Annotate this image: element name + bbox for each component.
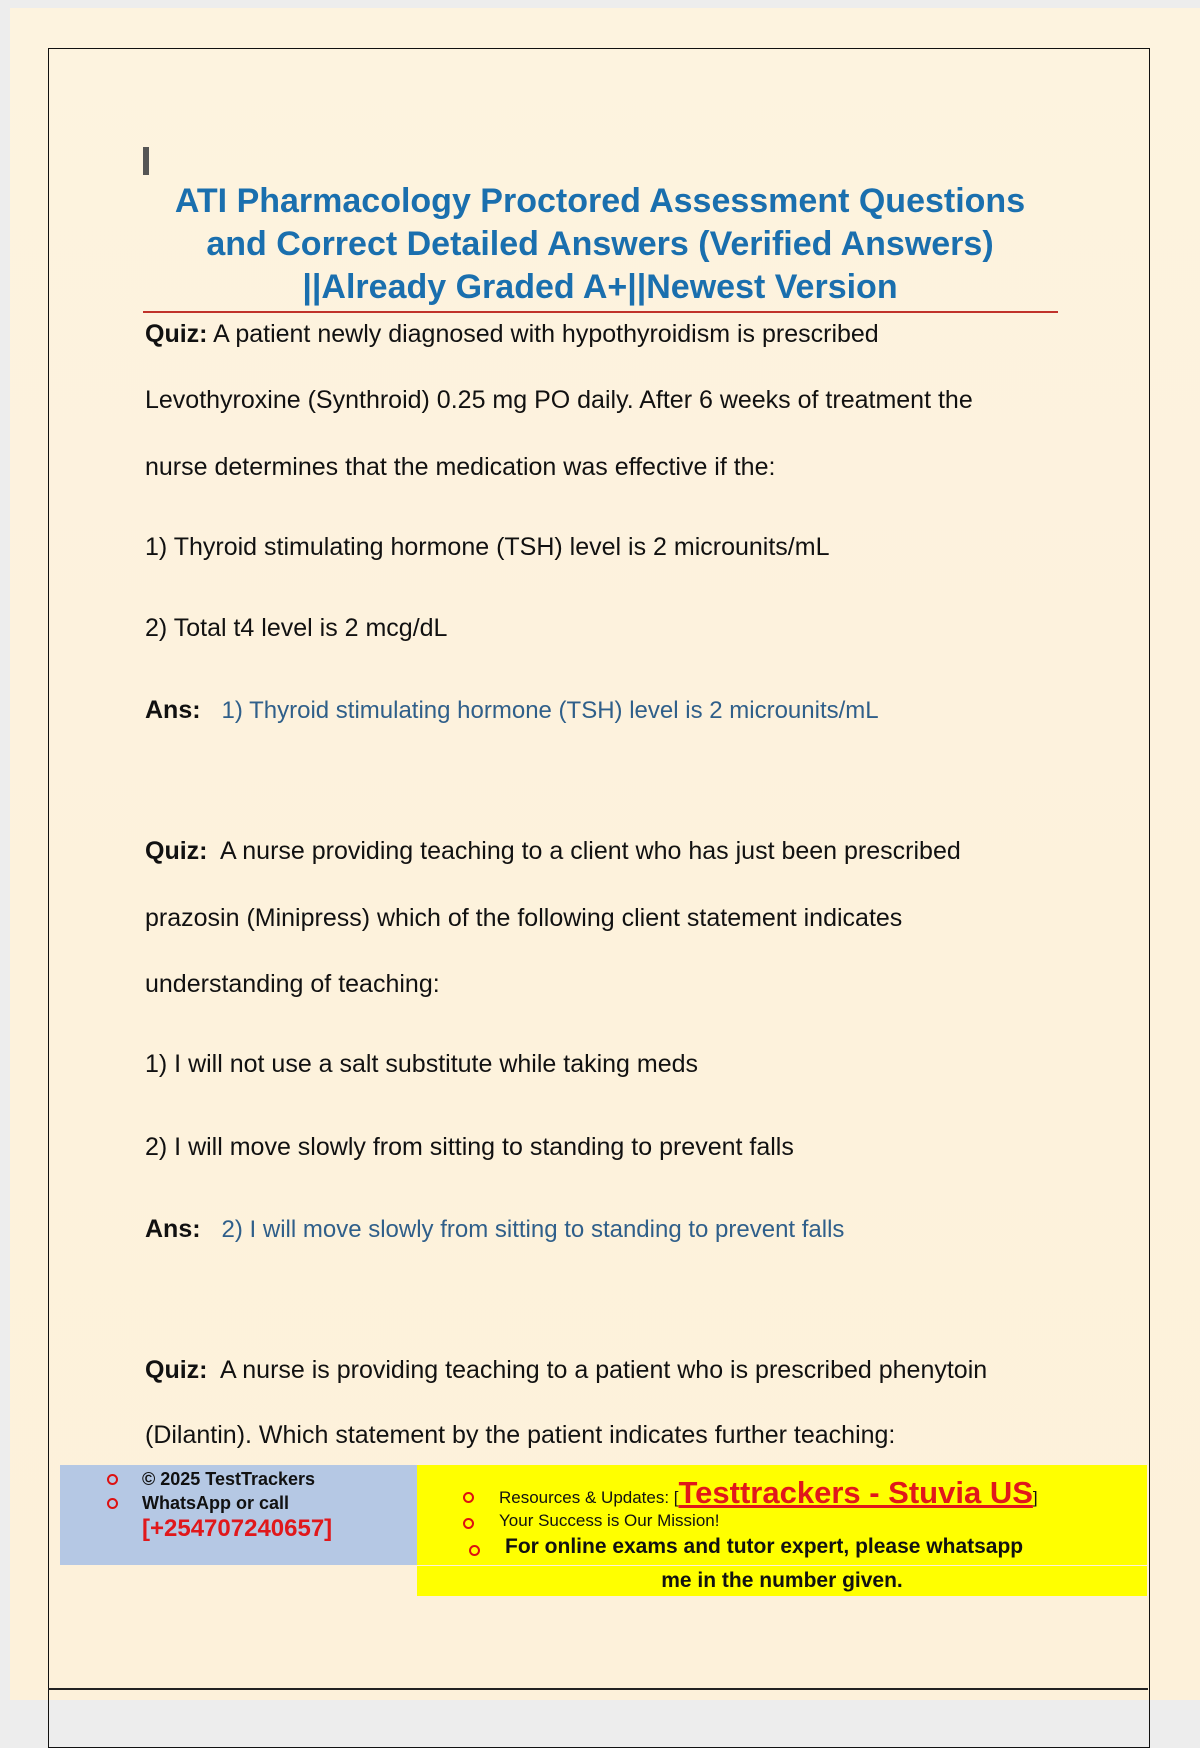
title-line-3: ||Already Graded A+||Newest Version	[302, 268, 898, 306]
document-title	[140, 180, 1060, 309]
q3-text-2: (Dilantin). Which statement by the patient indicates further teaching:	[145, 1421, 896, 1449]
footer-contact-box	[60, 1465, 417, 1565]
footer-cta-line-2: me in the number given.	[417, 1566, 1147, 1596]
q2-option-2: 2) I will move slowly from sitting to standing to prevent falls	[145, 1133, 794, 1161]
q1-text-2: Levothyroxine (Synthroid) 0.25 mg PO daily. After 6 weeks of treatment the	[145, 386, 973, 414]
q1-text-1: A patient newly diagnosed with hypothyroidism is prescribed	[213, 320, 879, 348]
q1-answer-row	[145, 696, 879, 725]
q2-answer: 2) I will move slowly from sitting to standing to prevent falls	[221, 1216, 845, 1243]
q2-option-1: 1) I will not use a salt substitute while taking meds	[145, 1050, 699, 1078]
q1-text-3: nurse determines that the medication was effective if the:	[145, 453, 776, 481]
bottom-rule	[48, 1688, 1148, 1690]
footer-whatsapp-label: WhatsApp or call	[142, 1493, 290, 1513]
footer-promo-box	[417, 1465, 1147, 1565]
q2-text-3: understanding of teaching:	[145, 970, 440, 998]
text-cursor	[143, 147, 149, 175]
brand-link[interactable]: Testtrackers - Stuvia US	[678, 1475, 1033, 1510]
bullet-icon	[107, 1474, 118, 1485]
resources-label: Resources & Updates: [	[499, 1488, 679, 1507]
q2-answer-label: Ans:	[145, 1215, 201, 1243]
q2-text-1: A nurse providing teaching to a client who has just been prescribed	[220, 837, 961, 865]
q1-line-1	[145, 320, 879, 349]
q1-answer-label: Ans:	[145, 696, 201, 724]
q2-answer-row	[145, 1215, 844, 1244]
footer-phone[interactable]: [+254707240657]	[142, 1515, 333, 1542]
resources-close: ]	[1032, 1488, 1038, 1507]
q2-line-1	[145, 837, 961, 866]
footer-resources	[499, 1475, 1038, 1511]
q2-label: Quiz:	[145, 837, 208, 865]
bullet-icon	[463, 1518, 474, 1529]
q1-option-1: 1) Thyroid stimulating hormone (TSH) level is 2 microunits/mL	[145, 533, 830, 561]
bullet-icon	[107, 1498, 118, 1509]
title-line-2: and Correct Detailed Answers (Verified Answers)	[206, 225, 994, 263]
footer-mission: Your Success is Our Mission!	[499, 1511, 720, 1530]
q2-text-2: prazosin (Minipress) which of the following client statement indicates	[145, 904, 903, 932]
footer-copyright: © 2025 TestTrackers	[142, 1469, 316, 1489]
title-line-1: ATI Pharmacology Proctored Assessment Questions	[174, 182, 1026, 220]
q1-answer: 1) Thyroid stimulating hormone (TSH) level is 2 microunits/mL	[221, 697, 879, 724]
footer-cta-line-1: For online exams and tutor expert, please whatsapp	[505, 1535, 1024, 1558]
q3-label: Quiz:	[145, 1356, 208, 1384]
q3-line-1	[145, 1356, 987, 1385]
bullet-icon	[469, 1545, 480, 1556]
q1-label: Quiz:	[145, 320, 208, 348]
q3-text-1: A nurse is providing teaching to a patient who is prescribed phenytoin	[220, 1356, 988, 1384]
bullet-icon	[463, 1492, 474, 1503]
title-underline	[143, 311, 1058, 313]
q1-option-2: 2) Total t4 level is 2 mcg/dL	[145, 614, 448, 642]
